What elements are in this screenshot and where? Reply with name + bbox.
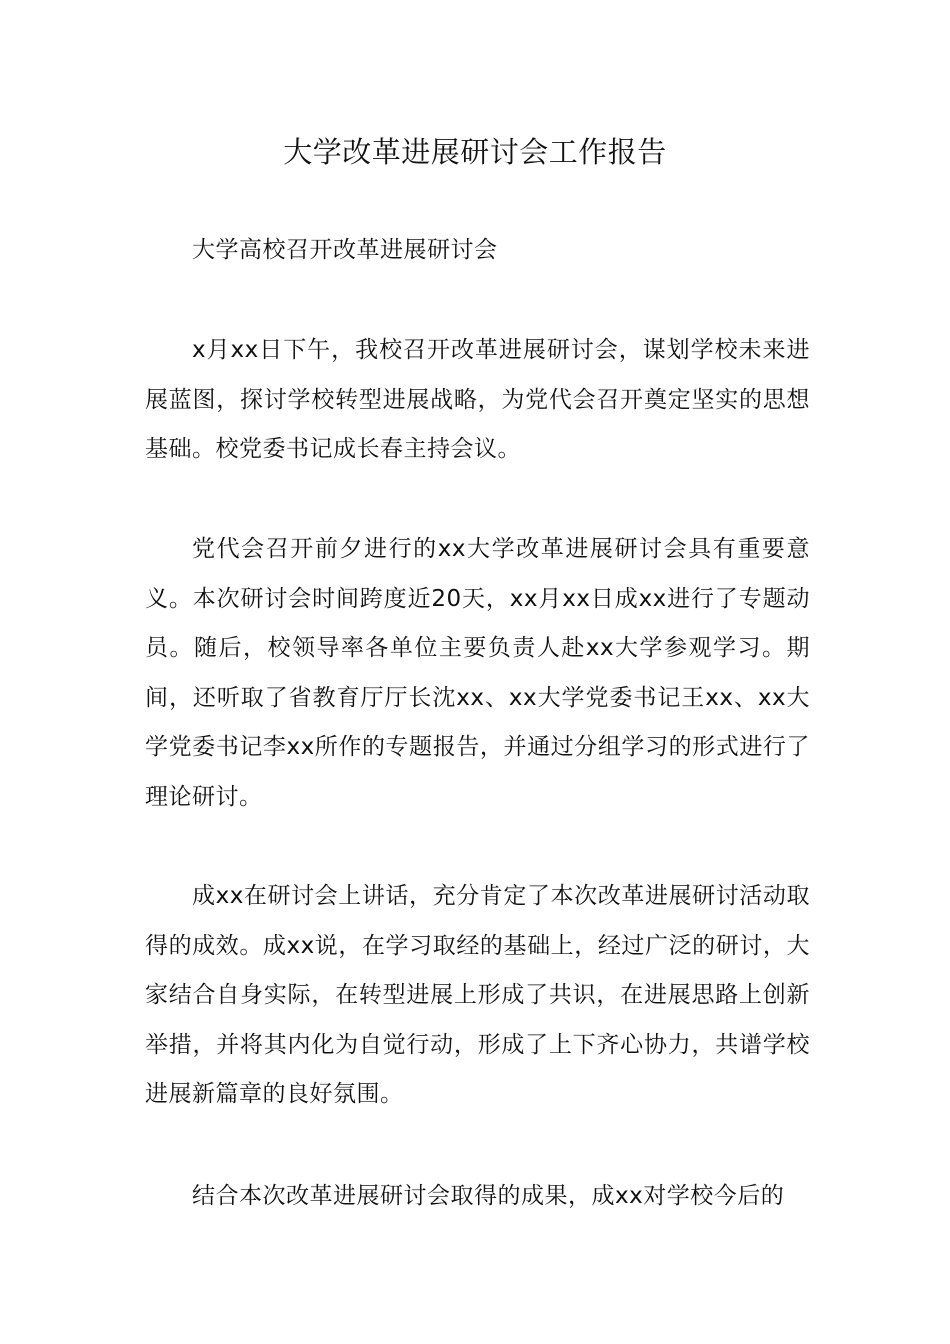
paragraph-subtitle: 大学高校召开改革进展研讨会 bbox=[192, 237, 498, 263]
document-title: 大学改革进展研讨会工作报告 bbox=[283, 135, 667, 169]
paragraph-4: 结合本次改革进展研讨会取得的成果，成xx对学校今后的 bbox=[192, 1183, 785, 1209]
paragraph-2: 党代会召开前夕进行的xx大学改革进展研讨会具有重要意义。本次研讨会时间跨度近20天，xx月xx日成xx进行了专题动员。随后，校领导率各单位主要负责人赴xx大学参观学习。期间，还听取了省教育厅厅长沈xx、xx大学党委书记王xx、xx大学党委书记李xx所作的专题报告，并通过分组学习的形式进行了理论研讨。 bbox=[145, 536, 810, 810]
paragraph-3: 成xx在研讨会上讲话，充分肯定了本次改革进展研讨活动取得的成效。成xx说，在学习取经的基础上，经过广泛的研讨，大家结合自身实际，在转型进展上形成了共识，在进展思路上创新举措，并将其内化为自觉行动，形成了上下齐心协力，共谱学校进展新篇章的良好氛围。 bbox=[145, 883, 810, 1108]
paragraph-1: x月xx日下午，我校召开改革进展研讨会，谋划学校未来进展蓝图，探讨学校转型进展战略，为党代会召开奠定坚实的思想基础。校党委书记成长春主持会议。 bbox=[145, 337, 810, 463]
